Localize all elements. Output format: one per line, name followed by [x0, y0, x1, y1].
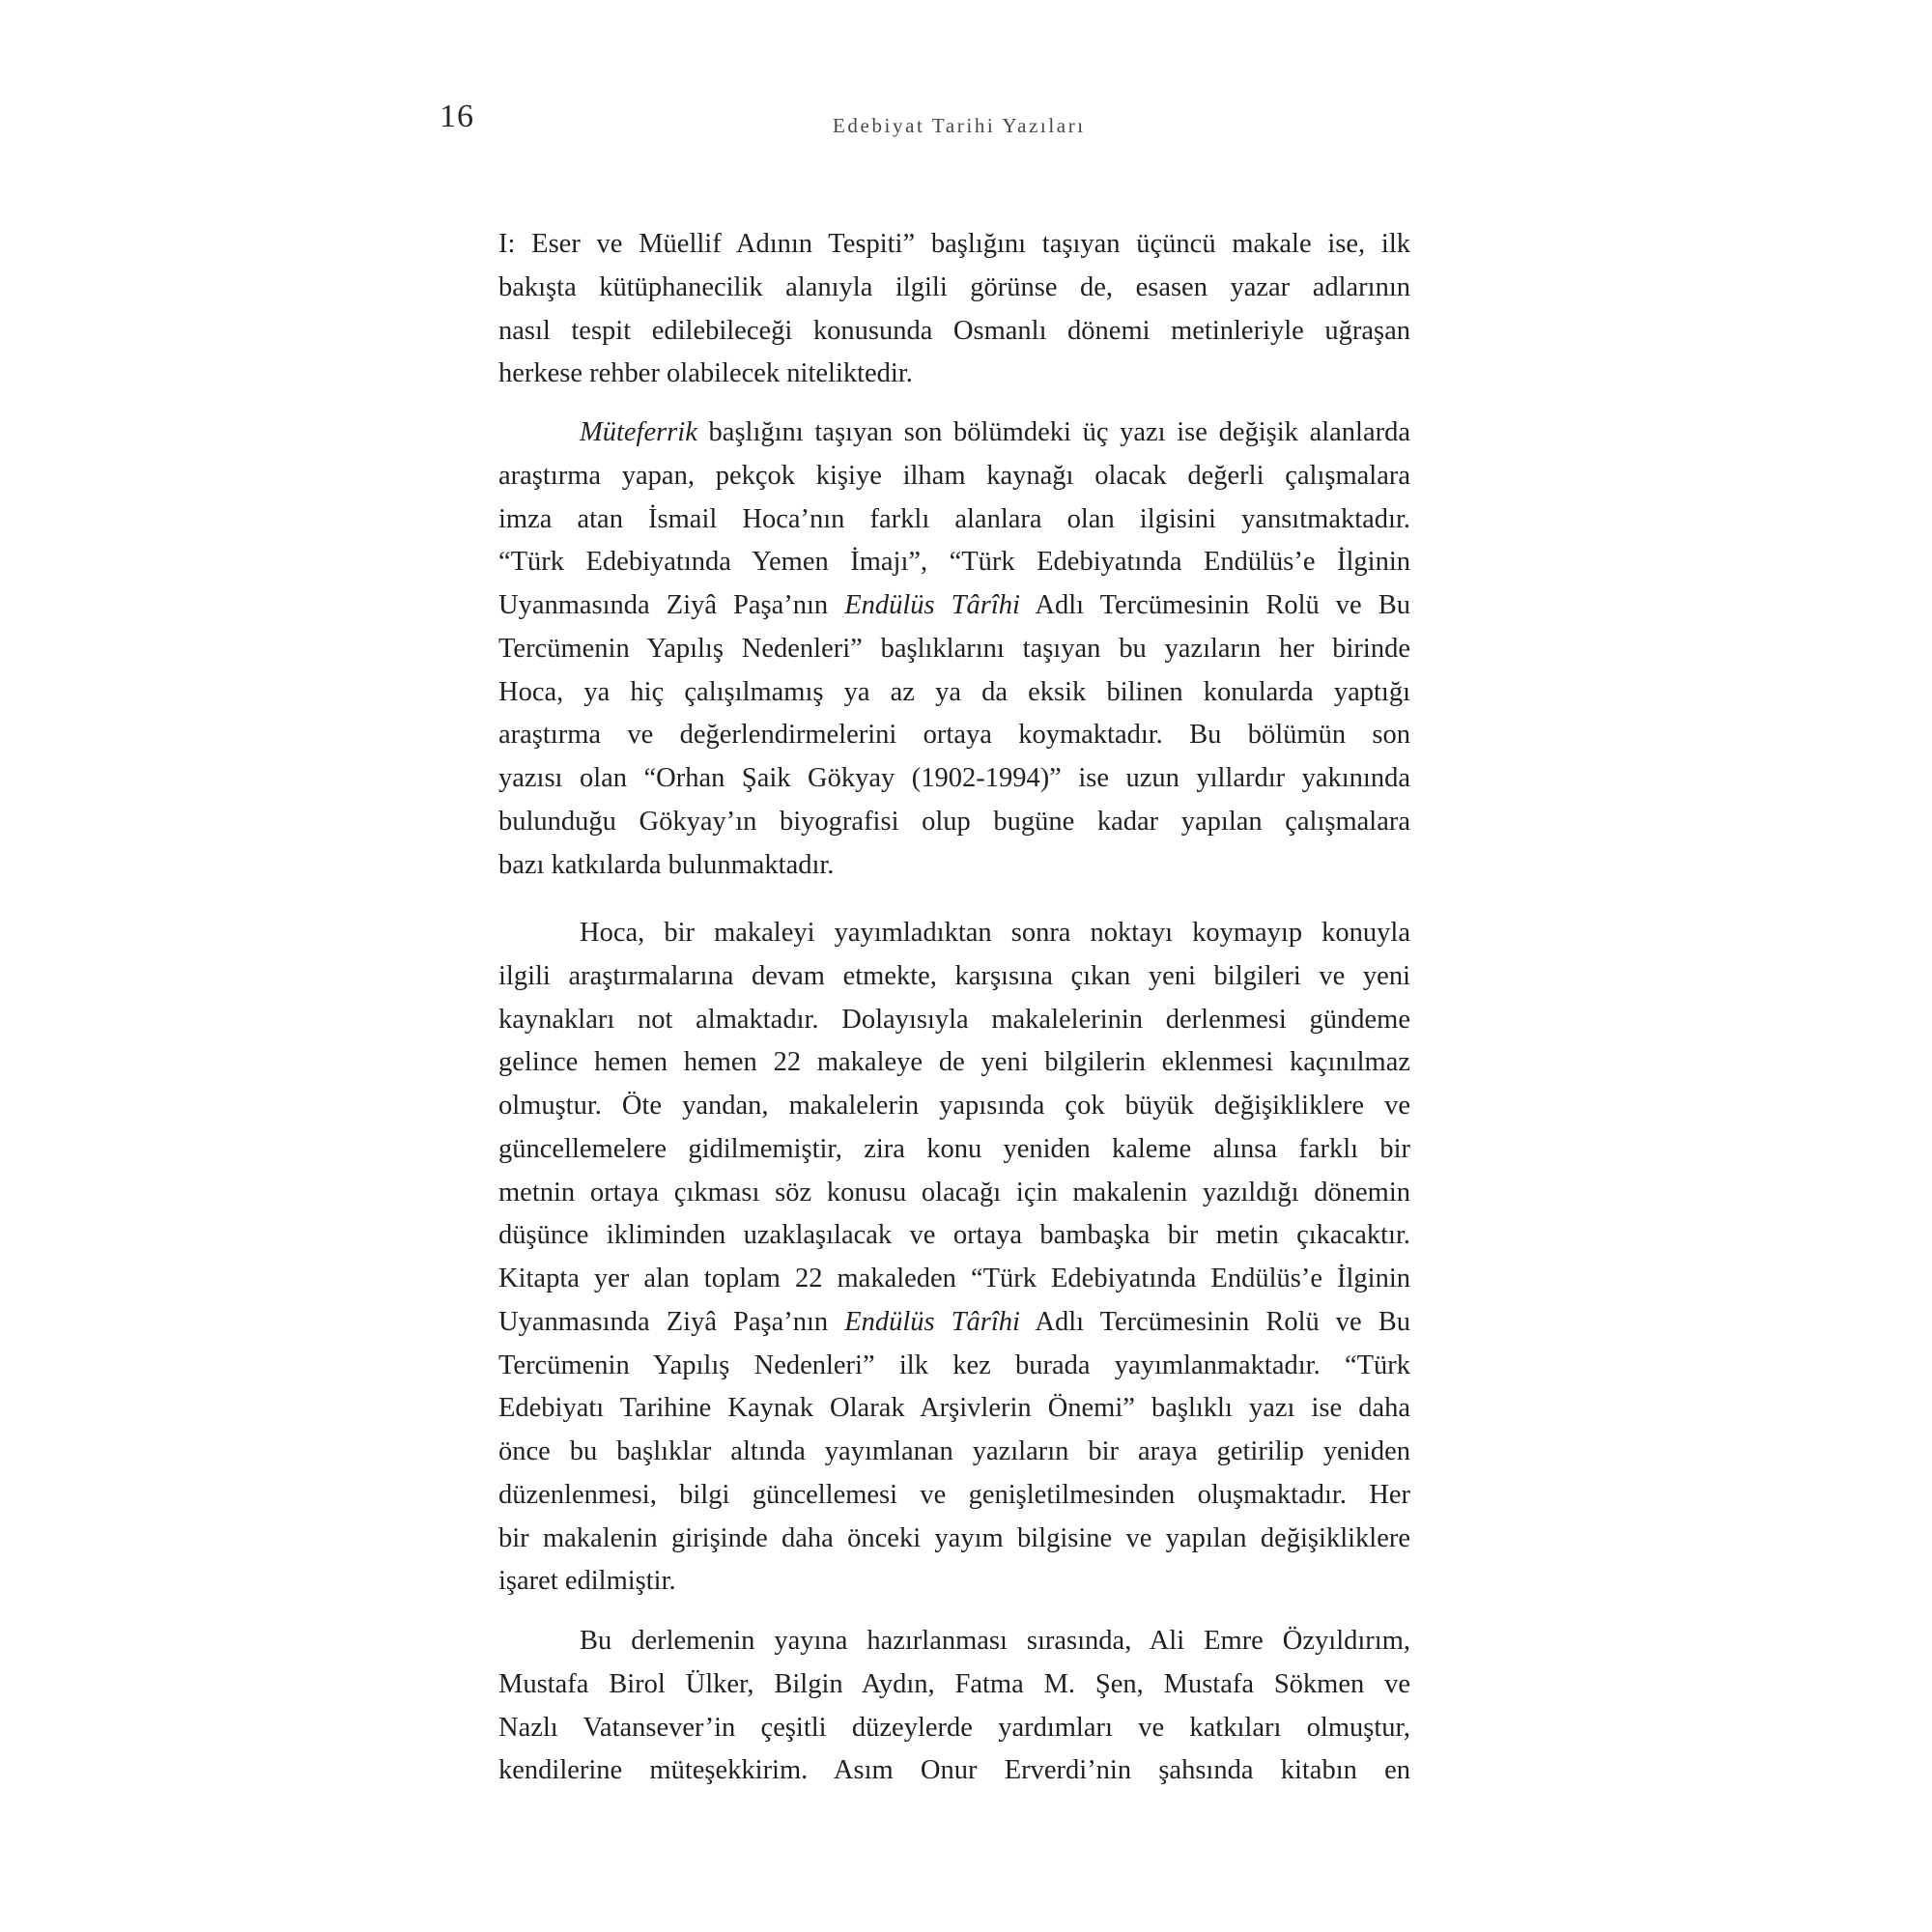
text-line: [498, 1260, 1410, 1298]
page-number: 16: [440, 99, 474, 134]
text-line: [498, 1043, 1410, 1082]
text-line: [498, 914, 1410, 952]
text-run: araştırma yapan, pekçok kişiye ilham kaynağı olacak değerli çalışmalara: [498, 460, 1410, 491]
text-run: Adlı Tercümesinin Rolü ve Bu: [1019, 590, 1410, 620]
text-line: [498, 355, 1410, 393]
text-line: [498, 457, 1410, 496]
text-line: [498, 957, 1410, 996]
text-run: Kitapta yer alan toplam 22 makaleden “Türk Edebiyatında Endülüs’e İlginin: [498, 1264, 1410, 1293]
text-line: [498, 630, 1410, 668]
text-run: araştırma ve değerlendirmelerini ortaya koymaktadır. Bu bölümün son: [498, 720, 1410, 751]
text-run: işaret edilmiştir.: [498, 1566, 676, 1597]
text-run: Hoca, bir makaleyi yayımladıktan sonra noktayı koymayıp konuyla: [580, 918, 1410, 948]
text-run: I: Eser ve Müellif Adının Tespiti” başlığını taşıyan üçüncü makale ise, ilk: [498, 229, 1410, 259]
text-run: Uyanmasında Ziyâ Paşa’nın: [498, 590, 845, 620]
text-run: herkese rehber olabilecek niteliktedir.: [498, 358, 913, 389]
text-line: [498, 1562, 1410, 1601]
running-head-title: Edebiyat Tarihi Yazıları: [833, 114, 1086, 137]
italic-title: Endülüs Târîhi: [844, 1306, 1020, 1337]
text-run: metnin ortaya çıkması söz konusu olacağı için makalenin yazıldığı dönemin: [498, 1177, 1410, 1208]
text-line: [498, 1347, 1410, 1385]
text-run: Nazlı Vatansever’in çeşitli düzeylerde yardımları ve katkıları olmuştur,: [498, 1712, 1410, 1743]
text-line: [498, 1433, 1410, 1471]
italic-title: Endülüs Târîhi: [844, 590, 1020, 620]
text-run: önce bu başlıklar altında yayımlanan yazıların bir araya getirilip yeniden: [498, 1436, 1410, 1466]
text-run: Edebiyatı Tarihine Kaynak Olarak Arşivlerin Önemi” başlıklı yazı ise daha: [498, 1393, 1410, 1424]
text-line: [498, 1665, 1410, 1704]
text-line: [498, 846, 1410, 885]
text-run: güncellemelere gidilmemiştir, zira konu yeniden kaleme alınsa farklı bir: [498, 1133, 1410, 1164]
text-run: Tercümenin Yapılış Nedenleri” ilk kez burada yayımlanmaktadır. “Türk: [498, 1350, 1410, 1380]
text-line: [498, 586, 1410, 625]
text-run: imza atan İsmail Hoca’nın farklı alanlara olan ilgisini yansıtmaktadır.: [498, 503, 1410, 534]
text-run: düzenlenmesi, bilgi güncellemesi ve genişletilmesinden oluşmaktadır. Her: [498, 1479, 1410, 1510]
text-line: [498, 1303, 1410, 1342]
text-run: gelince hemen hemen 22 makaleye de yeni bilgilerin eklenmesi kaçınılmaz: [498, 1047, 1410, 1078]
text-run: bir makalenin girişinde daha önceki yayım bilgisine ve yapılan değişikliklere: [498, 1522, 1410, 1553]
text-run: kaynakları not almaktadır. Dolayısıyla makalelerinin derlenmesi gündeme: [498, 1004, 1410, 1035]
text-run: ilgili araştırmalarına devam etmekte, karşısına çıkan yeni bilgileri ve yeni: [498, 960, 1410, 991]
text-run: başlığını taşıyan son bölümdeki üç yazı ise değişik alanlarda: [696, 417, 1410, 447]
text-run: “Türk Edebiyatında Yemen İmajı”, “Türk Edebiyatında Endülüs’e İlginin: [498, 547, 1410, 578]
text-line: [498, 312, 1410, 351]
text-run: Adlı Tercümesinin Rolü ve Bu: [1019, 1306, 1410, 1337]
text-run: bakışta kütüphanecilik alanıyla ilgili görünse de, esasen yazar adlarının: [498, 271, 1410, 302]
text-line: [498, 1520, 1410, 1558]
text-line: [498, 1389, 1410, 1428]
text-line: [498, 1709, 1410, 1747]
text-run: olmuştur. Öte yandan, makalelerin yapısında çok büyük değişikliklere ve: [498, 1091, 1410, 1121]
text-line: [498, 1130, 1410, 1169]
text-run: Hoca, ya hiç çalışılmamış ya az ya da eksik bilinen konularda yaptığı: [498, 676, 1410, 707]
text-line: [498, 225, 1410, 264]
text-line: [498, 269, 1410, 307]
text-line: [498, 1216, 1410, 1255]
text-line: [498, 803, 1410, 841]
text-run: Mustafa Birol Ülker, Bilgin Aydın, Fatma M. Şen, Mustafa Sökmen ve: [498, 1668, 1410, 1699]
text-line: [498, 1174, 1410, 1212]
text-line: [498, 500, 1410, 539]
text-run: bazı katkılarda bulunmaktadır.: [498, 849, 835, 880]
text-run: yazısı olan “Orhan Şaik Gökyay (1902-1994)” ise uzun yıllardır yakınında: [498, 763, 1410, 793]
text-line: [498, 1622, 1410, 1661]
text-line: [498, 673, 1410, 712]
text-run: düşünce ikliminden uzaklaşılacak ve ortaya bambaşka bir metin çıkacaktır.: [498, 1220, 1410, 1251]
text-line: [498, 759, 1410, 798]
italic-title: Müteferrik: [580, 417, 697, 447]
text-line: [498, 1087, 1410, 1125]
text-run: Uyanmasında Ziyâ Paşa’nın: [498, 1306, 845, 1337]
text-line: [498, 1001, 1410, 1039]
text-run: Tercümenin Yapılış Nedenleri” başlıklarını taşıyan bu yazıların her birinde: [498, 633, 1410, 664]
text-line: [498, 1751, 1410, 1790]
text-run: bulunduğu Gökyay’ın biyografisi olup bugüne kadar yapılan çalışmalara: [498, 806, 1410, 837]
text-run: Bu derlemenin yayına hazırlanması sırasında, Ali Emre Özyıldırım,: [580, 1626, 1410, 1656]
text-line: [498, 413, 1410, 452]
text-line: [498, 1476, 1410, 1515]
text-run: kendilerine müteşekkirim. Asım Onur Erverdi’nin şahsında kitabın en: [498, 1755, 1410, 1786]
text-line: [498, 543, 1410, 582]
text-line: [498, 716, 1410, 754]
text-run: nasıl tespit edilebileceği konusunda Osmanlı dönemi metinleriyle uğraşan: [498, 315, 1410, 346]
